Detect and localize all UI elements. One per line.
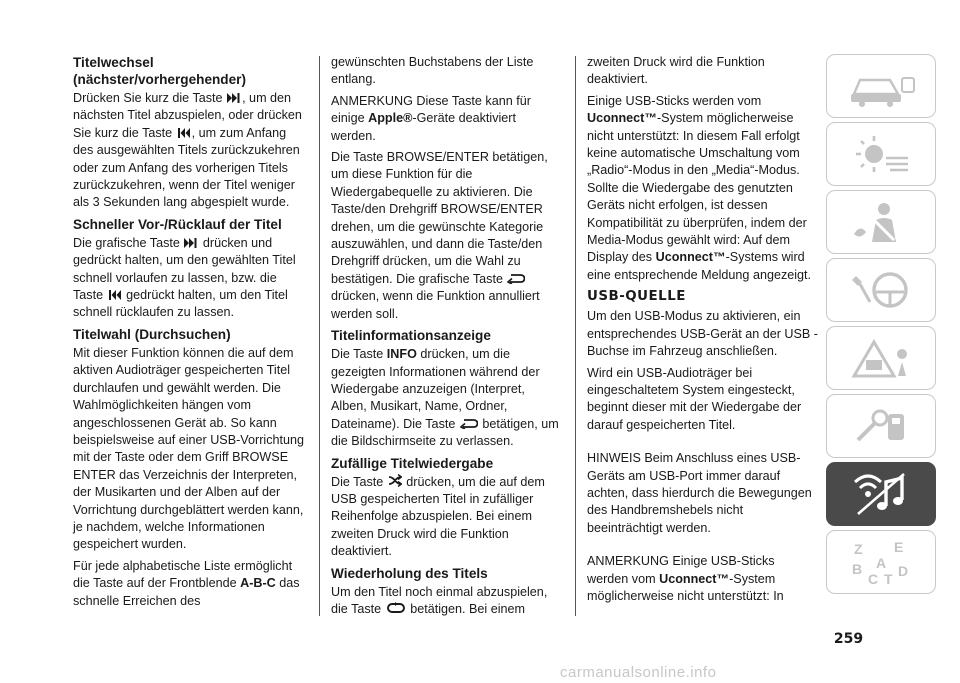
warning-triangle-icon bbox=[846, 336, 916, 380]
chapter-tab-dashboard[interactable] bbox=[826, 54, 936, 118]
chapter-tab-emergency[interactable] bbox=[826, 326, 936, 390]
back-return-icon bbox=[507, 273, 525, 284]
index-letter: A bbox=[876, 555, 887, 571]
paragraph-zufall: Die Taste drücken, um die auf dem USB gespeicherten Titel in zufälliger Reihenfolge abzuspielen. Bei einem zweiten Druck wird die Funktion deaktiviert. bbox=[331, 474, 545, 559]
previous-track-icon bbox=[108, 290, 122, 300]
chapter-tab-multimedia[interactable] bbox=[826, 462, 936, 526]
paragraph-wiederholung: Um den Titel noch einmal abzuspielen, die Taste betätigen. Bei einem bbox=[331, 584, 548, 616]
heading-titelinformationsanzeige: Titelinformationsanzeige bbox=[331, 328, 491, 344]
watermark: carmanualsonline.info bbox=[560, 664, 717, 681]
paragraph-titelwahl-1: Mit dieser Funktion können die auf dem aktiven Audioträger gespeicherten Titel durchlaufen und gewählt werden. Die Wahlmöglichkeiten hängen vom angeschlossenen Gerät ab. So kann beispielsweise auf einer USB-Vorrichtung mit der Taste oder dem Griff BROWSE ENTER das Verzeichnis der Interpreten, der Musikarten und der Alben auf der Vorrichtung durchgeblättert werden kann, je nachdem, welche Informationen gespeichert wurden. bbox=[73, 345, 305, 552]
multimedia-music-icon bbox=[846, 470, 916, 518]
abc-key-label: A-B-C bbox=[240, 576, 276, 591]
paragraph-titelwechsel: Drücken Sie kurz die Taste , um den nächsten Titel abzuspielen, oder drücken Sie kurz die Taste , um zum Anfang des ausgewählten Titels zurückzukehren oder zum Anfang des vorherigen Titels zurückzukehren, wenn der Titel weniger als 3 Sekunden lang abgespielt wurde. bbox=[73, 91, 302, 210]
next-track-icon bbox=[227, 93, 241, 103]
back-return-icon bbox=[460, 418, 478, 429]
chapter-tab-safety[interactable] bbox=[826, 190, 936, 254]
tools-icon bbox=[846, 404, 916, 448]
chapter-tab-lights[interactable] bbox=[826, 122, 936, 186]
paragraph-schneller: Die grafische Taste drücken und gedrückt halten, um den gewählten Titel schnell vorlaufen zu lassen, bzw. die Taste gedrückt halten, um den Titel schnell rücklaufen zu lassen. bbox=[73, 235, 296, 320]
column-divider bbox=[319, 56, 320, 616]
column-divider bbox=[575, 56, 576, 616]
chapter-sidebar bbox=[826, 54, 936, 598]
chapter-tab-index[interactable] bbox=[826, 530, 936, 594]
chapter-tab-driving[interactable] bbox=[826, 258, 936, 322]
car-dashboard-icon bbox=[846, 64, 916, 108]
uconnect-brand: Uconnect™ bbox=[659, 571, 730, 586]
steering-wrench-icon bbox=[846, 268, 916, 312]
previous-track-icon bbox=[177, 128, 191, 138]
info-key-label: INFO bbox=[386, 347, 417, 362]
index-letters-icon bbox=[846, 538, 916, 586]
repeat-icon bbox=[386, 602, 406, 614]
apple-brand: Apple® bbox=[368, 111, 413, 126]
heading-zufaellige-wiedergabe: Zufällige Titelwiedergabe bbox=[331, 455, 494, 471]
index-letter: C bbox=[868, 571, 879, 586]
column-2 bbox=[331, 54, 563, 622]
heading-wiederholung: Wiederholung des Titels bbox=[331, 565, 488, 581]
heading-titelwahl: Titelwahl (Durchsuchen) bbox=[73, 326, 231, 342]
column-3 bbox=[587, 54, 819, 609]
index-letter: Z bbox=[854, 541, 863, 557]
shuffle-icon bbox=[388, 474, 402, 487]
note-apple: ANMERKUNG Diese Taste kann für einige Apple®-Geräte deaktiviert werden. bbox=[331, 93, 531, 143]
paragraph-titelwahl-2: Für jede alphabetische Liste ermöglicht die Taste auf der Frontblende A-B-C das schnelle Erreichen des bbox=[73, 558, 300, 608]
paragraph-info: Die Taste INFO drücken, um die gezeigten Informationen während der Wiedergabe anzuzeigen (Interpret, Alben, Musikart, Name, Ordner, Dateiname). Die Taste betätigen, um die Bildschirmseite zu verlassen. bbox=[331, 347, 559, 449]
paragraph-browse-enter: Die Taste BROWSE/ENTER betätigen, um diese Funktion für die Wiedergabequelle zu aktivieren. Die Taste/den Drehgriff BROWSE/ENTER drehen, um die gewünschte Kategorie auszuwählen, und dann die Taste/den Drehgriff drücken, um die Wahl zu bestätigen. Die grafische Taste drücken, wenn die Funktion annulliert werden soll. bbox=[331, 150, 548, 321]
paragraph-usb-2: Wird ein USB-Audioträger bei eingeschaltetem System eingesteckt, beginnt dieser mit der Wiedergabe der darauf gespeicherten Titel. bbox=[587, 365, 802, 432]
note-hinweis: HINWEIS Beim Anschluss eines USB-Geräts am USB-Port immer darauf achten, dass hierdurch die Bewegungen des Handbremshebels nicht beeinträchtigt werden. bbox=[587, 451, 812, 535]
paragraph-continuation: zweiten Druck wird die Funktion deaktiviert. bbox=[587, 55, 765, 87]
uconnect-brand: Uconnect™ bbox=[655, 250, 726, 265]
heading-schneller-vor-ruecklauf: Schneller Vor-/Rücklauf der Titel bbox=[73, 216, 282, 232]
index-letter: T bbox=[884, 571, 893, 586]
chapter-tab-maintenance[interactable] bbox=[826, 394, 936, 458]
index-letter: D bbox=[898, 563, 909, 579]
seatbelt-airbag-icon bbox=[846, 200, 916, 244]
paragraph-continuation: gewünschten Buchstabens der Liste entlang. bbox=[331, 55, 534, 87]
next-track-icon bbox=[184, 238, 198, 248]
heading-titelwechsel: Titelwechsel (nächster/vorhergehender) bbox=[73, 55, 246, 87]
index-letter: B bbox=[852, 561, 863, 577]
paragraph-usb-compat: Einige USB-Sticks werden vom Uconnect™-System möglicherweise nicht unterstützt: In diesem Fall erfolgt keine automatische Umschaltung vom „Radio“-Modus in den „Media“-Modus. Sollte die Wiedergabe des genutzten Geräts nicht erfolgen, ist dessen Kompatibilität zu überprüfen, indem der Media-Modus gewählt wird: Auf dem Display des Uconnect™-Systems wird eine entsprechende Meldung angezeigt. bbox=[587, 93, 812, 282]
uconnect-brand: Uconnect™ bbox=[587, 111, 657, 126]
note-anmerkung: ANMERKUNG Einige USB-Sticks werden vom Uconnect™-System möglicherweise nicht unterstützt: In bbox=[587, 554, 784, 603]
page-number: 259 bbox=[833, 631, 864, 647]
column-1 bbox=[73, 54, 309, 614]
index-letter: E bbox=[894, 539, 904, 555]
heading-usb-quelle: USB-QUELLE bbox=[587, 289, 686, 305]
lights-sun-icon bbox=[846, 132, 916, 176]
paragraph-usb-1: Um den USB-Modus zu aktivieren, ein entsprechendes USB-Gerät an der USB -Buchse im Fahrzeug anschließen. bbox=[587, 309, 818, 359]
